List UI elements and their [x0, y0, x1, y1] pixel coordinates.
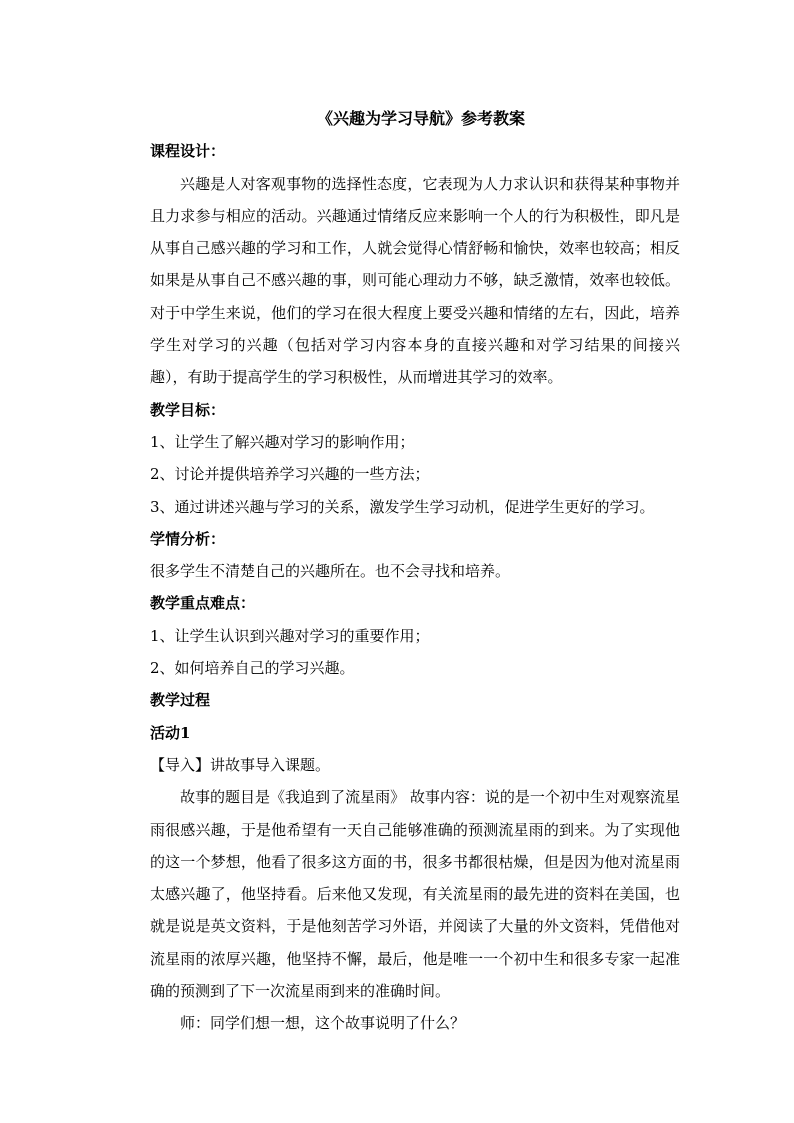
- objective-item-1: 1、让学生了解兴趣对学习的影响作用；: [150, 432, 415, 451]
- document-content: [150, 103, 680, 1040]
- document-title: 《兴趣为学习导航》参考教案: [316, 109, 525, 128]
- course-design-paragraph: 兴趣是人对客观事物的选择性态度，它表现为人力求认识和获得某种事物并且力求参与相应的活动。兴趣通过情绪反应来影响一个人的行为积极性，即凡是从事自己感兴趣的学习和工作，人就会觉得心情舒畅和愉快，效率也较高；相反如果是从事自己不感兴趣的事，则可能心理动力不够，缺乏激情，效率也较低。对于中学生来说，他们的学习在很大程度上要受兴趣和情绪的左右，因此，培养学生对学习的兴趣（包括对学习内容本身的直接兴趣和对学习结果的间接兴趣），有助于提高学生的学习积极性，从而增进其学习的效率。: [150, 174, 680, 387]
- intro-text: 【导入】讲故事导入课题。: [150, 755, 331, 774]
- course-design-heading: 课程设计：: [150, 142, 226, 161]
- story-paragraph: 故事的题目是《我追到了流星雨》 故事内容：说的是一个初中生对观察流星雨很感兴趣，于是他希望有一天自己能够准确的预测流星雨的到来。为了实现他的这一个梦想，他看了很多这方面的书，很多书都很枯燥，但是因为他对流星雨太感兴趣了，他坚持看。后来他又发现，有关流星雨的最先进的资料在美国，也就是说是英文资料，于是他刻苦学习外语，并阅读了大量的外文资料，凭借他对流星雨的浓厚兴趣，他坚持不懈，最后，他是唯一一个初中生和很多专家一起准确的预测到了下一次流星雨到来的准确时间。: [150, 788, 680, 1001]
- analysis-text: 很多学生不清楚自己的兴趣所在。也不会寻找和培养。: [150, 562, 511, 581]
- key-point-item-1: 1、让学生认识到兴趣对学习的重要作用；: [150, 626, 430, 645]
- objective-item-3: 3、通过讲述兴趣与学习的关系，激发学生学习动机，促进学生更好的学习。: [150, 497, 655, 516]
- key-points-heading: 教学重点难点：: [150, 594, 256, 613]
- activity-title: 活动1: [150, 723, 191, 742]
- objective-item-2: 2、讨论并提供培养学习兴趣的一些方法；: [150, 465, 430, 484]
- teacher-question: 师：同学们想一想，这个故事说明了什么？: [180, 1014, 466, 1033]
- objectives-heading: 教学目标：: [150, 400, 226, 419]
- key-point-item-2: 2、如何培养自己的学习兴趣。: [150, 659, 355, 678]
- process-heading: 教学过程: [150, 691, 211, 710]
- analysis-heading: 学情分析：: [150, 529, 226, 548]
